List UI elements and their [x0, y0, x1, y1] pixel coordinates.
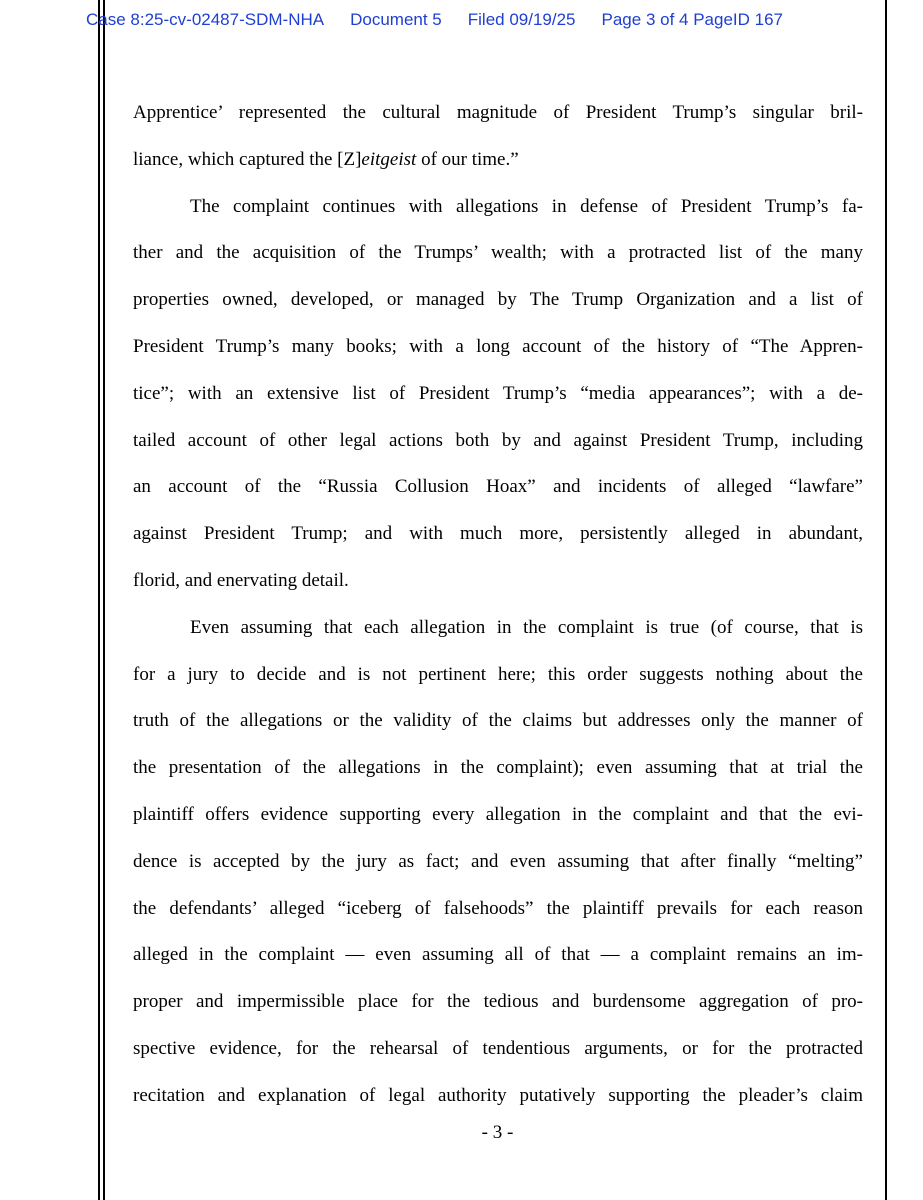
text-line: properties owned, developed, or managed by The Trump Organization and a list of	[133, 289, 863, 311]
text-line: truth of the allegations or the validity of the claims but addresses only the manner of	[133, 710, 863, 732]
text-line: proper and impermissible place for the tedious and burdensome aggregation of pro-	[133, 991, 863, 1013]
order-body	[133, 90, 863, 1120]
document-number: Document 5	[350, 10, 442, 29]
text-line: The complaint continues with allegations in defense of President Trump’s fa-	[190, 195, 863, 217]
text-line: recitation and explanation of legal authority putatively supporting the pleader’s claim	[133, 1084, 863, 1106]
text-line: spective evidence, for the rehearsal of tendentious arguments, or for the protracted	[133, 1037, 863, 1059]
margin-rule-right	[885, 0, 887, 1200]
text-line: Even assuming that each allegation in the complaint is true (of course, that is	[190, 616, 863, 638]
text-line: an account of the “Russia Collusion Hoax” and incidents of alleged “lawfare”	[133, 476, 863, 498]
filing-header	[86, 8, 906, 32]
text-line: the defendants’ alleged “iceberg of falsehoods” the plaintiff prevails for each reason	[133, 897, 863, 919]
page-id: Page 3 of 4 PageID 167	[601, 10, 783, 29]
text-line: against President Trump; and with much more, persistently alleged in abundant,	[133, 523, 863, 545]
text-line: for a jury to decide and is not pertinent here; this order suggests nothing about the	[133, 663, 863, 685]
text-line: florid, and enervating detail.	[133, 569, 349, 591]
text-line: President Trump’s many books; with a long account of the history of “The Appren-	[133, 335, 863, 357]
margin-rule-left-1	[98, 0, 100, 1200]
text-line: alleged in the complaint — even assuming all of that — a complaint remains an im-	[133, 944, 863, 966]
text-line: liance, which captured the [Z]eitgeist of our time.”	[133, 148, 519, 170]
text-line: tailed account of other legal actions both by and against President Trump, including	[133, 429, 863, 451]
text-line: Apprentice’ represented the cultural magnitude of President Trump’s singular bril-	[133, 102, 863, 123]
filed-date: Filed 09/19/25	[467, 10, 576, 29]
italic-word: eitgeist	[361, 148, 417, 170]
text-line: dence is accepted by the jury as fact; and even assuming that after finally “melting”	[133, 850, 863, 872]
text-line: ther and the acquisition of the Trumps’ wealth; with a protracted list of the many	[133, 242, 863, 264]
text-line: plaintiff offers evidence supporting every allegation in the complaint and that the evi-	[133, 803, 863, 825]
margin-rule-left-2	[103, 0, 105, 1200]
text-line: tice”; with an extensive list of President Trump’s “media appearances”; with a de-	[133, 382, 863, 404]
text-line: the presentation of the allegations in the complaint); even assuming that at trial the	[133, 757, 863, 779]
page-number: - 3 -	[481, 1122, 514, 1143]
case-number: Case 8:25-cv-02487-SDM-NHA	[86, 10, 325, 29]
